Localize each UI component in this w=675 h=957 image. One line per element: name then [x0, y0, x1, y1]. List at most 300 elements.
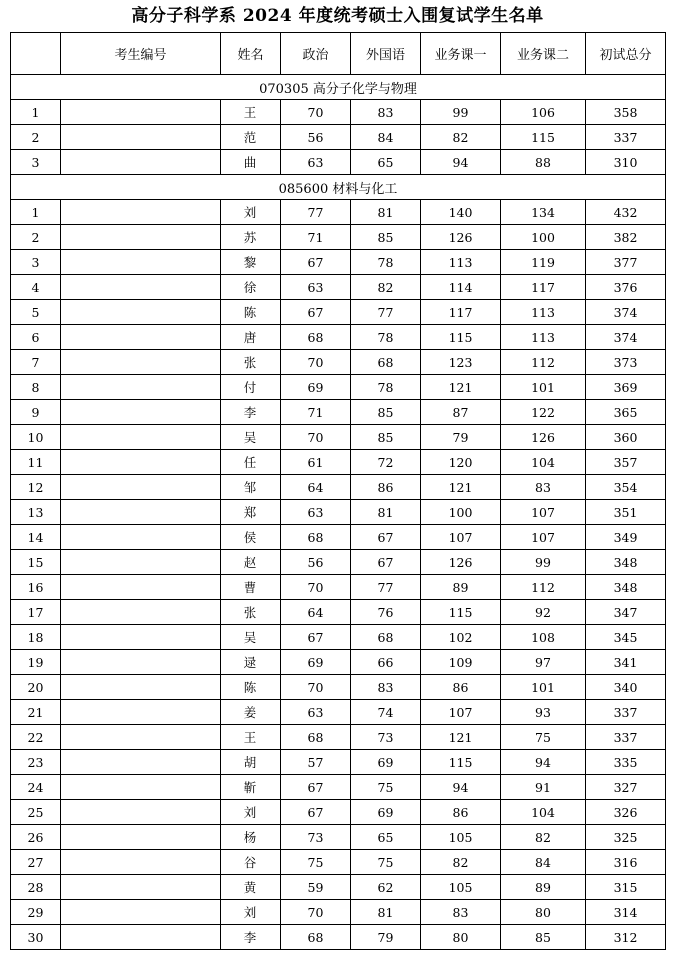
- foreign-language-score: 77: [351, 300, 421, 325]
- politics-score: 67: [281, 775, 351, 800]
- row-index: 13: [11, 500, 61, 525]
- course-two-score: 101: [501, 375, 586, 400]
- table-row: [11, 250, 666, 275]
- course-two-score: 80: [501, 900, 586, 925]
- politics-score: 70: [281, 675, 351, 700]
- table-row: [11, 625, 666, 650]
- course-one-score: 82: [421, 125, 501, 150]
- politics-score: 77: [281, 200, 351, 225]
- row-index: 6: [11, 325, 61, 350]
- course-one-score: 83: [421, 900, 501, 925]
- total-score: 347: [586, 600, 666, 625]
- course-one-score: 102: [421, 625, 501, 650]
- politics-score: 63: [281, 700, 351, 725]
- foreign-language-score: 65: [351, 150, 421, 175]
- course-one-score: 115: [421, 325, 501, 350]
- row-index: 30: [11, 925, 61, 950]
- student-name: 王: [221, 100, 281, 125]
- header-course-two: 业务课二: [501, 33, 586, 75]
- row-index: 8: [11, 375, 61, 400]
- header-name: 姓名: [221, 33, 281, 75]
- course-two-score: 97: [501, 650, 586, 675]
- table-row: [11, 825, 666, 850]
- candidate-id: [61, 250, 221, 275]
- foreign-language-score: 78: [351, 250, 421, 275]
- student-name: 姜: [221, 700, 281, 725]
- course-one-score: 79: [421, 425, 501, 450]
- foreign-language-score: 81: [351, 500, 421, 525]
- foreign-language-score: 78: [351, 375, 421, 400]
- row-index: 1: [11, 200, 61, 225]
- candidate-id: [61, 600, 221, 625]
- foreign-language-score: 74: [351, 700, 421, 725]
- page-title: 高分子科学系 2024 年度统考硕士入围复试学生名单: [131, 6, 544, 26]
- course-one-score: 107: [421, 700, 501, 725]
- course-one-score: 87: [421, 400, 501, 425]
- course-one-score: 121: [421, 475, 501, 500]
- politics-score: 71: [281, 400, 351, 425]
- header-row: [11, 33, 666, 75]
- politics-score: 73: [281, 825, 351, 850]
- course-two-score: 83: [501, 475, 586, 500]
- table-row: [11, 500, 666, 525]
- politics-score: 61: [281, 450, 351, 475]
- candidate-id: [61, 750, 221, 775]
- politics-score: 69: [281, 375, 351, 400]
- foreign-language-score: 78: [351, 325, 421, 350]
- candidate-id: [61, 900, 221, 925]
- candidate-id: [61, 850, 221, 875]
- foreign-language-score: 85: [351, 225, 421, 250]
- course-two-score: 94: [501, 750, 586, 775]
- total-score: 376: [586, 275, 666, 300]
- course-two-score: 122: [501, 400, 586, 425]
- course-one-score: 89: [421, 575, 501, 600]
- student-name: 谷: [221, 850, 281, 875]
- total-score: 314: [586, 900, 666, 925]
- row-index: 17: [11, 600, 61, 625]
- table-row: [11, 600, 666, 625]
- course-one-score: 140: [421, 200, 501, 225]
- total-score: 373: [586, 350, 666, 375]
- table-row: [11, 750, 666, 775]
- table-row: [11, 300, 666, 325]
- student-name: 赵: [221, 550, 281, 575]
- header-foreign-language: 外国语: [351, 33, 421, 75]
- table-row: [11, 850, 666, 875]
- table-row: [11, 900, 666, 925]
- foreign-language-score: 68: [351, 350, 421, 375]
- student-name: 李: [221, 925, 281, 950]
- course-two-score: 107: [501, 500, 586, 525]
- student-name: 郑: [221, 500, 281, 525]
- candidate-id: [61, 725, 221, 750]
- table-row: [11, 350, 666, 375]
- course-two-score: 126: [501, 425, 586, 450]
- total-score: 327: [586, 775, 666, 800]
- student-name: 黎: [221, 250, 281, 275]
- student-name: 靳: [221, 775, 281, 800]
- row-index: 10: [11, 425, 61, 450]
- course-one-score: 115: [421, 600, 501, 625]
- politics-score: 67: [281, 250, 351, 275]
- total-score: 369: [586, 375, 666, 400]
- course-two-score: 107: [501, 525, 586, 550]
- table-row: [11, 525, 666, 550]
- course-one-score: 86: [421, 800, 501, 825]
- section-header-row: [11, 75, 666, 100]
- politics-score: 57: [281, 750, 351, 775]
- course-one-score: 80: [421, 925, 501, 950]
- total-score: 310: [586, 150, 666, 175]
- total-score: 432: [586, 200, 666, 225]
- total-score: 335: [586, 750, 666, 775]
- table-row: [11, 275, 666, 300]
- politics-score: 68: [281, 925, 351, 950]
- row-index: 14: [11, 525, 61, 550]
- student-name: 黄: [221, 875, 281, 900]
- student-name: 刘: [221, 200, 281, 225]
- politics-score: 71: [281, 225, 351, 250]
- total-score: 365: [586, 400, 666, 425]
- course-two-score: 84: [501, 850, 586, 875]
- foreign-language-score: 83: [351, 675, 421, 700]
- politics-score: 70: [281, 575, 351, 600]
- politics-score: 63: [281, 500, 351, 525]
- student-name: 刘: [221, 900, 281, 925]
- total-score: 337: [586, 125, 666, 150]
- table-row: [11, 575, 666, 600]
- total-score: 348: [586, 550, 666, 575]
- total-score: 326: [586, 800, 666, 825]
- candidate-id: [61, 700, 221, 725]
- politics-score: 68: [281, 325, 351, 350]
- row-index: 2: [11, 125, 61, 150]
- course-two-score: 104: [501, 450, 586, 475]
- table-row: [11, 150, 666, 175]
- row-index: 11: [11, 450, 61, 475]
- table-row: [11, 875, 666, 900]
- course-one-score: 86: [421, 675, 501, 700]
- politics-score: 67: [281, 300, 351, 325]
- foreign-language-score: 85: [351, 425, 421, 450]
- politics-score: 70: [281, 900, 351, 925]
- candidate-id: [61, 325, 221, 350]
- table-row: [11, 375, 666, 400]
- row-index: 19: [11, 650, 61, 675]
- row-index: 25: [11, 800, 61, 825]
- politics-score: 63: [281, 150, 351, 175]
- table-row: [11, 650, 666, 675]
- candidate-id: [61, 300, 221, 325]
- roster-body: [11, 75, 666, 950]
- table-row: [11, 200, 666, 225]
- student-name: 邹: [221, 475, 281, 500]
- politics-score: 69: [281, 650, 351, 675]
- student-roster-table: [10, 32, 666, 950]
- course-one-score: 121: [421, 375, 501, 400]
- table-row: [11, 700, 666, 725]
- total-score: 357: [586, 450, 666, 475]
- row-index: 3: [11, 250, 61, 275]
- candidate-id: [61, 575, 221, 600]
- course-one-score: 107: [421, 525, 501, 550]
- total-score: 340: [586, 675, 666, 700]
- course-two-score: 115: [501, 125, 586, 150]
- course-two-score: 108: [501, 625, 586, 650]
- candidate-id: [61, 200, 221, 225]
- header-candidate-id: 考生编号: [61, 33, 221, 75]
- total-score: 337: [586, 700, 666, 725]
- table-row: [11, 450, 666, 475]
- candidate-id: [61, 775, 221, 800]
- student-name: 任: [221, 450, 281, 475]
- student-name: 唐: [221, 325, 281, 350]
- total-score: 341: [586, 650, 666, 675]
- course-two-score: 88: [501, 150, 586, 175]
- politics-score: 70: [281, 425, 351, 450]
- course-one-score: 123: [421, 350, 501, 375]
- student-name: 李: [221, 400, 281, 425]
- table-row: [11, 475, 666, 500]
- candidate-id: [61, 475, 221, 500]
- row-index: 21: [11, 700, 61, 725]
- course-one-score: 94: [421, 150, 501, 175]
- row-index: 5: [11, 300, 61, 325]
- row-index: 1: [11, 100, 61, 125]
- table-row: [11, 125, 666, 150]
- course-two-score: 85: [501, 925, 586, 950]
- course-two-score: 99: [501, 550, 586, 575]
- table-row: [11, 550, 666, 575]
- table-row: [11, 100, 666, 125]
- table-row: [11, 675, 666, 700]
- row-index: 20: [11, 675, 61, 700]
- table-row: [11, 775, 666, 800]
- student-name: 徐: [221, 275, 281, 300]
- candidate-id: [61, 100, 221, 125]
- foreign-language-score: 67: [351, 525, 421, 550]
- total-score: 349: [586, 525, 666, 550]
- foreign-language-score: 83: [351, 100, 421, 125]
- foreign-language-score: 73: [351, 725, 421, 750]
- section-header-row: [11, 175, 666, 200]
- row-index: 15: [11, 550, 61, 575]
- table-row: [11, 425, 666, 450]
- foreign-language-score: 75: [351, 775, 421, 800]
- candidate-id: [61, 525, 221, 550]
- header-course-one: 业务课一: [421, 33, 501, 75]
- total-score: 374: [586, 300, 666, 325]
- total-score: 316: [586, 850, 666, 875]
- student-name: 杨: [221, 825, 281, 850]
- row-index: 22: [11, 725, 61, 750]
- student-name: 张: [221, 600, 281, 625]
- student-name: 曲: [221, 150, 281, 175]
- course-one-score: 82: [421, 850, 501, 875]
- candidate-id: [61, 825, 221, 850]
- total-score: 377: [586, 250, 666, 275]
- total-score: 351: [586, 500, 666, 525]
- course-two-score: 91: [501, 775, 586, 800]
- total-score: 374: [586, 325, 666, 350]
- student-name: 范: [221, 125, 281, 150]
- foreign-language-score: 68: [351, 625, 421, 650]
- row-index: 7: [11, 350, 61, 375]
- row-index: 27: [11, 850, 61, 875]
- total-score: 360: [586, 425, 666, 450]
- student-name: 陈: [221, 675, 281, 700]
- student-name: 吴: [221, 625, 281, 650]
- politics-score: 64: [281, 475, 351, 500]
- course-one-score: 121: [421, 725, 501, 750]
- row-index: 18: [11, 625, 61, 650]
- politics-score: 70: [281, 100, 351, 125]
- course-one-score: 117: [421, 300, 501, 325]
- course-one-score: 114: [421, 275, 501, 300]
- header-index: [11, 33, 61, 75]
- candidate-id: [61, 800, 221, 825]
- course-two-score: 119: [501, 250, 586, 275]
- table-row: [11, 400, 666, 425]
- total-score: 337: [586, 725, 666, 750]
- total-score: 358: [586, 100, 666, 125]
- row-index: 28: [11, 875, 61, 900]
- foreign-language-score: 72: [351, 450, 421, 475]
- course-one-score: 100: [421, 500, 501, 525]
- foreign-language-score: 84: [351, 125, 421, 150]
- course-two-score: 89: [501, 875, 586, 900]
- foreign-language-score: 69: [351, 750, 421, 775]
- foreign-language-score: 86: [351, 475, 421, 500]
- foreign-language-score: 81: [351, 900, 421, 925]
- student-name: 胡: [221, 750, 281, 775]
- course-one-score: 99: [421, 100, 501, 125]
- candidate-id: [61, 125, 221, 150]
- total-score: 312: [586, 925, 666, 950]
- candidate-id: [61, 500, 221, 525]
- candidate-id: [61, 675, 221, 700]
- politics-score: 59: [281, 875, 351, 900]
- course-two-score: 112: [501, 575, 586, 600]
- candidate-id: [61, 450, 221, 475]
- table-row: [11, 225, 666, 250]
- foreign-language-score: 82: [351, 275, 421, 300]
- student-name: 吴: [221, 425, 281, 450]
- course-two-score: 104: [501, 800, 586, 825]
- table-row: [11, 925, 666, 950]
- course-two-score: 106: [501, 100, 586, 125]
- row-index: 16: [11, 575, 61, 600]
- row-index: 23: [11, 750, 61, 775]
- student-name: 侯: [221, 525, 281, 550]
- course-two-score: 113: [501, 300, 586, 325]
- candidate-id: [61, 225, 221, 250]
- table-row: [11, 725, 666, 750]
- section-label: 085600 材料与化工: [11, 175, 666, 200]
- row-index: 4: [11, 275, 61, 300]
- student-name: 逯: [221, 650, 281, 675]
- candidate-id: [61, 425, 221, 450]
- course-two-score: 82: [501, 825, 586, 850]
- course-two-score: 134: [501, 200, 586, 225]
- student-name: 苏: [221, 225, 281, 250]
- foreign-language-score: 76: [351, 600, 421, 625]
- total-score: 325: [586, 825, 666, 850]
- total-score: 315: [586, 875, 666, 900]
- politics-score: 67: [281, 625, 351, 650]
- foreign-language-score: 75: [351, 850, 421, 875]
- student-name: 曹: [221, 575, 281, 600]
- row-index: 2: [11, 225, 61, 250]
- foreign-language-score: 77: [351, 575, 421, 600]
- row-index: 24: [11, 775, 61, 800]
- politics-score: 68: [281, 525, 351, 550]
- row-index: 9: [11, 400, 61, 425]
- total-score: 382: [586, 225, 666, 250]
- course-two-score: 92: [501, 600, 586, 625]
- candidate-id: [61, 150, 221, 175]
- foreign-language-score: 65: [351, 825, 421, 850]
- politics-score: 70: [281, 350, 351, 375]
- table-row: [11, 800, 666, 825]
- politics-score: 67: [281, 800, 351, 825]
- candidate-id: [61, 650, 221, 675]
- candidate-id: [61, 350, 221, 375]
- politics-score: 68: [281, 725, 351, 750]
- candidate-id: [61, 625, 221, 650]
- course-one-score: 126: [421, 225, 501, 250]
- politics-score: 63: [281, 275, 351, 300]
- header-politics: 政治: [281, 33, 351, 75]
- course-two-score: 112: [501, 350, 586, 375]
- politics-score: 64: [281, 600, 351, 625]
- course-one-score: 115: [421, 750, 501, 775]
- course-one-score: 109: [421, 650, 501, 675]
- course-one-score: 120: [421, 450, 501, 475]
- student-name: 刘: [221, 800, 281, 825]
- course-two-score: 101: [501, 675, 586, 700]
- course-one-score: 105: [421, 825, 501, 850]
- course-two-score: 113: [501, 325, 586, 350]
- section-label: 070305 高分子化学与物理: [11, 75, 666, 100]
- candidate-id: [61, 375, 221, 400]
- candidate-id: [61, 925, 221, 950]
- course-one-score: 105: [421, 875, 501, 900]
- row-index: 12: [11, 475, 61, 500]
- candidate-id: [61, 275, 221, 300]
- row-index: 3: [11, 150, 61, 175]
- politics-score: 56: [281, 550, 351, 575]
- foreign-language-score: 81: [351, 200, 421, 225]
- candidate-id: [61, 875, 221, 900]
- course-two-score: 75: [501, 725, 586, 750]
- foreign-language-score: 85: [351, 400, 421, 425]
- student-name: 陈: [221, 300, 281, 325]
- row-index: 26: [11, 825, 61, 850]
- foreign-language-score: 69: [351, 800, 421, 825]
- student-name: 付: [221, 375, 281, 400]
- politics-score: 56: [281, 125, 351, 150]
- table-row: [11, 325, 666, 350]
- foreign-language-score: 79: [351, 925, 421, 950]
- row-index: 29: [11, 900, 61, 925]
- total-score: 345: [586, 625, 666, 650]
- course-one-score: 94: [421, 775, 501, 800]
- course-one-score: 126: [421, 550, 501, 575]
- foreign-language-score: 67: [351, 550, 421, 575]
- politics-score: 75: [281, 850, 351, 875]
